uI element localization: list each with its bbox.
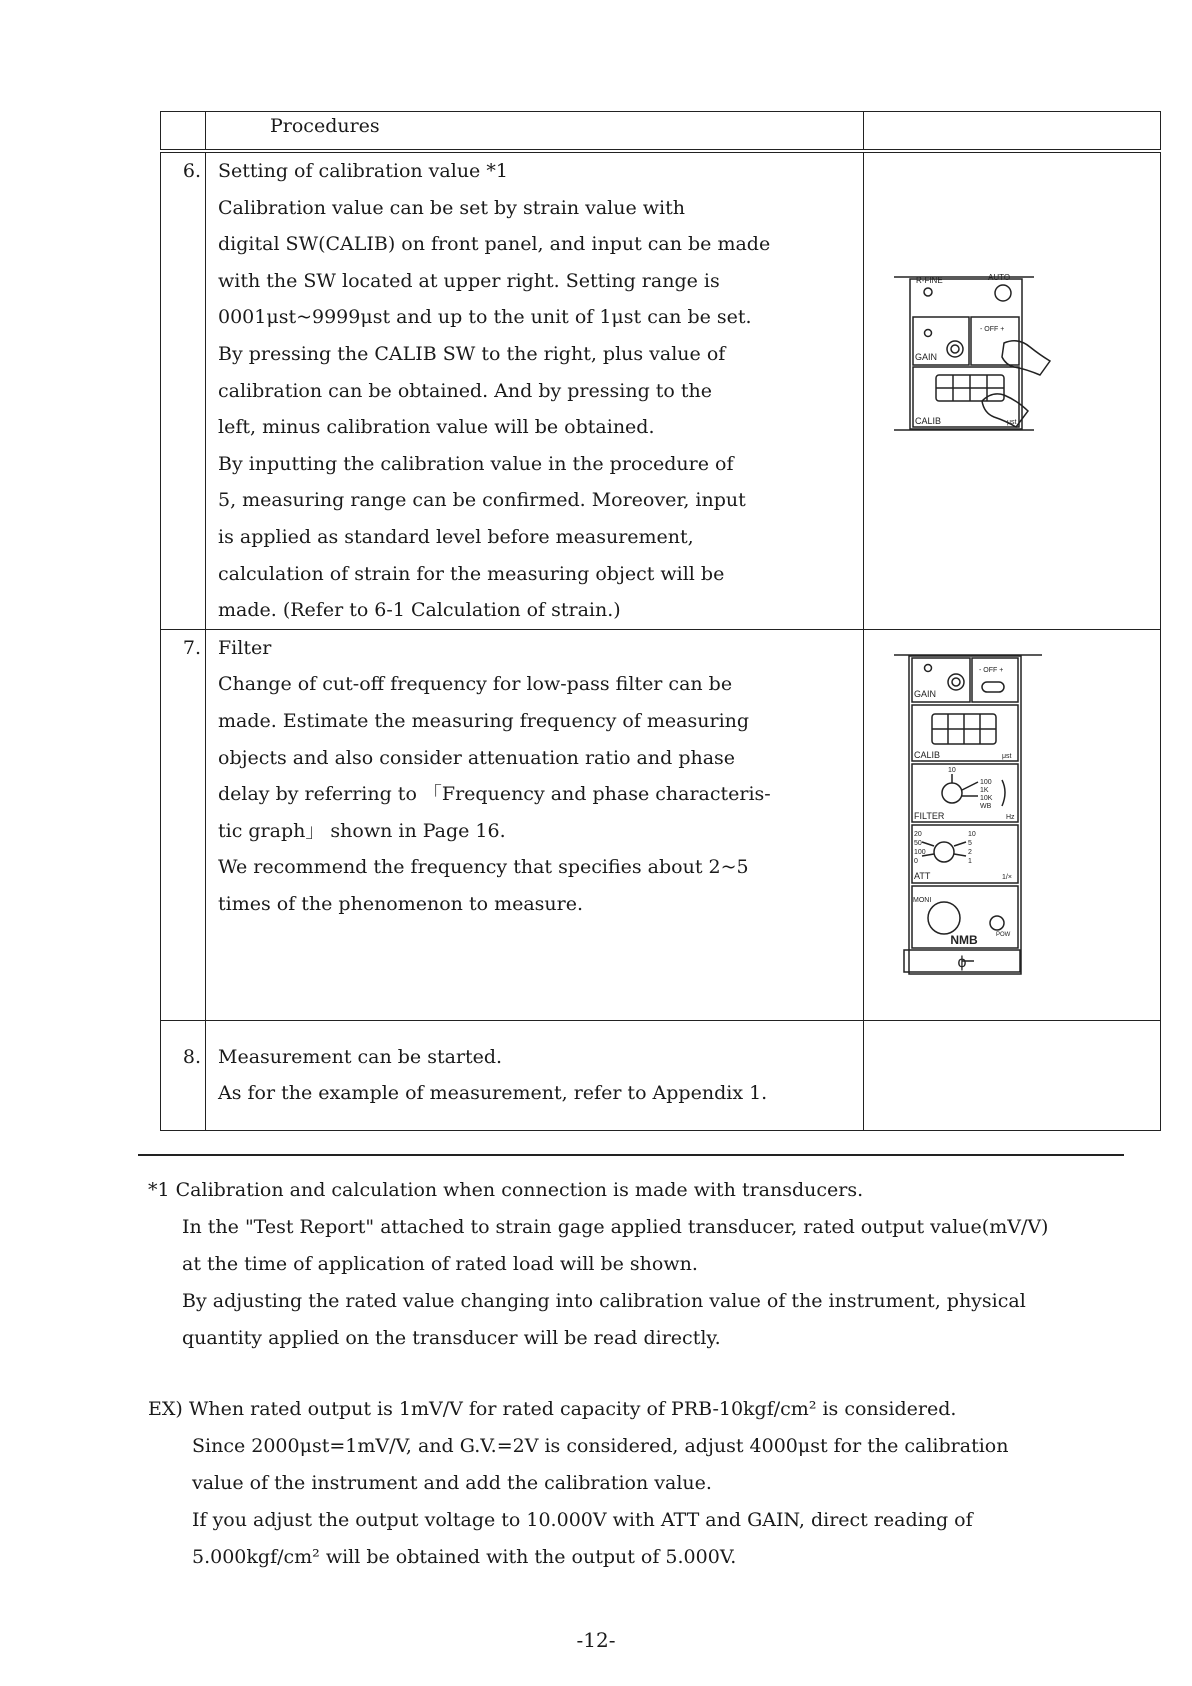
description-line: Change of cut-off frequency for low-pass filter can be: [218, 673, 733, 696]
att-tick: 1: [968, 857, 972, 865]
att-tick: 50: [914, 839, 922, 847]
gain-label: GAIN: [915, 352, 938, 362]
table-row: [161, 151, 1161, 629]
description-line: By pressing the CALIB SW to the right, plus value of: [218, 342, 726, 365]
description-line: tic graph」 shown in Page 16.: [218, 819, 506, 842]
description-line: calibration can be obtained. And by pressing to the: [218, 379, 713, 402]
step-description: [206, 1020, 864, 1130]
att-tick: 20: [914, 830, 922, 838]
description-line: digital SW(CALIB) on front panel, and input can be made: [218, 233, 771, 256]
description-line: We recommend the frequency that specifies about 2~5: [218, 856, 749, 879]
unit-label: μst: [1007, 419, 1017, 426]
calib-label: CALIB: [915, 416, 942, 426]
note-line: *1 Calibration and calculation when connection is made with transducers.: [148, 1179, 864, 1201]
description-line: Setting of calibration value *1: [218, 160, 508, 182]
note-line: Since 2000μst=1mV/V, and G.V.=2V is considered, adjust 4000μst for the calibration: [192, 1435, 1009, 1457]
description-line: calculation of strain for the measuring object will be: [218, 562, 725, 585]
footnote-star1: [148, 1172, 1128, 1357]
note-line: If you adjust the output voltage to 10.000V with ATT and GAIN, direct reading of: [192, 1509, 973, 1531]
filter-tick: 10: [948, 766, 956, 774]
filter-tick: WB: [980, 802, 992, 810]
moni-label: MONI: [913, 896, 932, 904]
header-number-cell: [161, 112, 206, 152]
gain-label: GAIN: [914, 688, 937, 699]
description-line: left, minus calibration value will be obtained.: [218, 416, 655, 439]
filter-tick: 1K: [980, 786, 989, 794]
description-line: By inputting the calibration value in the procedure of: [218, 452, 734, 475]
table-row: [161, 1020, 1161, 1130]
att-unit-label: 1/×: [1002, 873, 1012, 881]
description-line: 0001μst~9999μst and up to the unit of 1μst can be set.: [218, 306, 752, 329]
description-line: made. Estimate the measuring frequency of measuring: [218, 709, 750, 732]
description-line: Calibration value can be set by strain value with: [218, 196, 685, 219]
pow-label: POW: [996, 931, 1011, 938]
step-description: [206, 629, 864, 1020]
empty-figure-cell: [864, 1020, 1161, 1130]
description-line: with the SW located at upper right. Setting range is: [218, 269, 720, 292]
example-note: [148, 1391, 1128, 1576]
description-line: delay by referring to 「Frequency and phase characteris-: [218, 783, 771, 806]
att-tick: 5: [968, 839, 972, 847]
calib-panel-illustration: [864, 153, 1160, 624]
step-number: 8.: [161, 1020, 206, 1130]
description-line: Measurement can be started.: [218, 1045, 503, 1068]
header-figure-cell: [864, 112, 1161, 152]
header-title: Procedures: [206, 112, 864, 152]
filter-tick: 100: [980, 778, 992, 786]
calib-label: CALIB: [914, 749, 941, 760]
note-line: value of the instrument and add the calibration value.: [192, 1472, 712, 1494]
description-line: made. (Refer to 6-1 Calculation of strain.): [218, 599, 621, 622]
description-line: As for the example of measurement, refer to Appendix 1.: [218, 1082, 768, 1105]
page-number: -12-: [576, 1628, 616, 1652]
calib-panel-figure: [864, 151, 1161, 629]
att-tick: 10: [968, 830, 976, 838]
att-tick: 0: [914, 857, 918, 865]
att-tick: 2: [968, 848, 972, 856]
att-tick: 100: [914, 848, 926, 856]
note-line: at the time of application of rated load will be shown.: [182, 1253, 698, 1275]
step-number: 7.: [161, 629, 206, 1020]
note-line: 5.000kgf/cm² will be obtained with the output of 5.000V.: [192, 1546, 737, 1568]
divider: [138, 1154, 1124, 1156]
procedures-table: [160, 111, 1161, 1131]
note-line: quantity applied on the transducer will be read directly.: [182, 1327, 721, 1349]
front-panel-figure: [864, 629, 1161, 1020]
unit-label: μst: [1002, 752, 1012, 760]
auto-label: AUTO: [988, 273, 1011, 282]
description-line: times of the phenomenon to measure.: [218, 892, 584, 915]
rfine-label: R-FINE: [916, 276, 943, 285]
hz-label: Hz: [1006, 813, 1015, 821]
description-line: Filter: [218, 636, 272, 659]
filter-label: FILTER: [914, 810, 945, 821]
step-description: [206, 151, 864, 629]
off-label: - OFF +: [979, 666, 1004, 674]
phi-icon: ϕ: [957, 953, 967, 971]
description-line: objects and also consider attenuation ratio and phase: [218, 746, 736, 769]
description-line: is applied as standard level before measurement,: [218, 525, 694, 548]
note-line: In the "Test Report" attached to strain gage applied transducer, rated output value(mV/V): [182, 1216, 1049, 1238]
note-line: EX) When rated output is 1mV/V for rated capacity of PRB-10kgf/cm² is considered.: [148, 1398, 957, 1420]
table-header-row: [161, 112, 1161, 152]
off-label: - OFF +: [980, 326, 1005, 333]
note-line: By adjusting the rated value changing into calibration value of the instrument, physical: [182, 1290, 1026, 1312]
step-number: 6.: [161, 151, 206, 629]
front-panel-illustration: [864, 630, 1160, 1020]
filter-tick: 10K: [980, 794, 993, 802]
table-row: [161, 629, 1161, 1020]
att-label: ATT: [914, 870, 931, 881]
description-line: 5, measuring range can be confirmed. Moreover, input: [218, 489, 746, 512]
brand-logo: NMB: [950, 932, 978, 947]
